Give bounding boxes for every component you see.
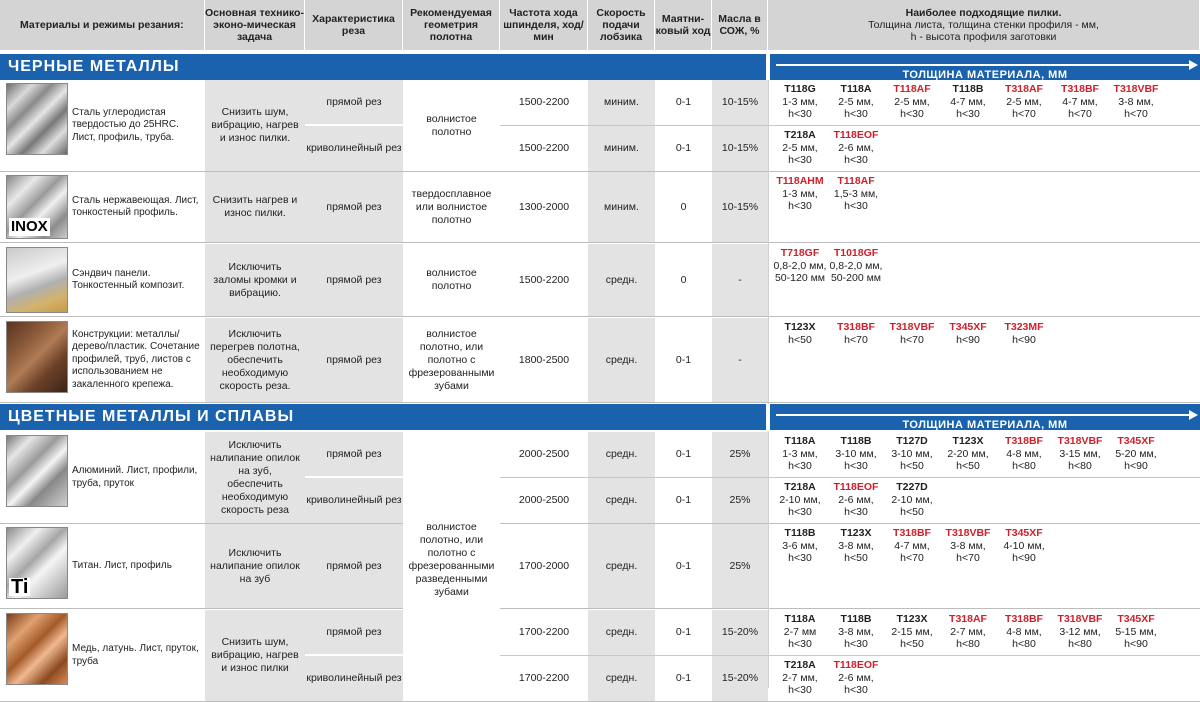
saw-code: T118B (840, 613, 872, 625)
header-pend: Маятни-ковый ход (655, 0, 712, 50)
saw-code: T123X (952, 435, 984, 447)
saw-code: T123X (784, 321, 816, 333)
pendulum-stroke: 0-1 (655, 432, 712, 477)
cut-type: прямой рез (305, 244, 403, 316)
saw-blade (828, 129, 884, 167)
header-mat: Материалы и режимы резания: (0, 0, 205, 50)
saw-code: T118A (840, 83, 872, 95)
saw-spec: 4-7 мм, h<30 (950, 95, 986, 120)
saw-blade (884, 321, 940, 346)
saw-blade (772, 247, 828, 285)
saw-spec: 4-8 мм, h<80 (1006, 447, 1042, 472)
saw-code: T345XF (1117, 613, 1155, 625)
saw-code: T345XF (1005, 527, 1043, 539)
saw-code: T118AHM (776, 175, 824, 187)
task-cell: Исключить заломы кромки и вибрацию. (205, 244, 305, 316)
saw-code: T218A (784, 659, 816, 671)
pendulum-stroke: 0-1 (655, 126, 712, 171)
feed-speed: миним. (588, 126, 655, 171)
saw-blade (772, 659, 828, 697)
saw-blade (772, 527, 828, 565)
saws-title: Наиболее подходящие пилки. (905, 7, 1062, 19)
saw-code: T318BF (1005, 435, 1043, 447)
saw-spec: 3-8 мм, h<30 (838, 625, 874, 650)
saw-spec: 2-15 мм, h<50 (891, 625, 933, 650)
coolant-oil: - (712, 244, 768, 316)
saw-spec: 2-6 мм, h<30 (838, 141, 874, 166)
saw-code: T123X (840, 527, 872, 539)
geometry-cell: волнистое полотно (403, 244, 500, 316)
material-name: Медь, латунь. Лист, пруток, труба (72, 643, 199, 667)
section-black-metals: ЧЕРНЫЕ МЕТАЛЛЫ (0, 54, 766, 80)
cut-type: прямой рез (305, 80, 403, 125)
saw-spec: 3-12 мм, h<80 (1059, 625, 1101, 650)
feed-speed: средн. (588, 610, 655, 655)
material-image (6, 321, 68, 393)
saw-code: T718GF (780, 247, 820, 259)
saw-blade (1052, 435, 1108, 473)
saws-subtitle: Толщина листа, толщина стенки профиля - мм, (868, 19, 1099, 31)
saw-spec: 3-10 мм, h<30 (835, 447, 877, 472)
pendulum-stroke: 0-1 (655, 610, 712, 655)
saw-spec: 2-10 мм, h<30 (779, 493, 821, 518)
material-name: Сталь нержавеющая. Лист, тонкостеный профиль. (72, 194, 199, 218)
saw-spec: 2-5 мм, h<30 (838, 95, 874, 120)
cut-type: прямой рез (305, 524, 403, 608)
saw-blade (940, 527, 996, 565)
saw-blade (996, 321, 1052, 346)
coolant-oil: 25% (712, 432, 768, 477)
saw-code: T118AF (893, 83, 931, 95)
saw-blade (940, 83, 996, 121)
saw-code: T118EOF (833, 659, 879, 671)
saw-spec: 2-20 мм, h<50 (947, 447, 989, 472)
spindle-frequency: 1800-2500 (500, 318, 588, 402)
pendulum-stroke: 0-1 (655, 524, 712, 608)
spindle-frequency: 1500-2200 (500, 244, 588, 316)
header-geom: Рекомендуемая геометрия полотна (403, 0, 500, 50)
coolant-oil: 25% (712, 524, 768, 608)
saw-code: T218A (784, 129, 816, 141)
saw-spec: 3-6 мм, h<30 (782, 539, 818, 564)
coolant-oil: 10-15% (712, 80, 768, 125)
saw-blade (1108, 83, 1164, 121)
saw-spec: 4-7 мм, h<70 (1062, 95, 1098, 120)
feed-speed: средн. (588, 478, 655, 523)
saw-spec: 2-7 мм, h<80 (950, 625, 986, 650)
saw-code: T118B (784, 527, 816, 539)
thickness-label: ТОЛЩИНА МАТЕРИАЛА, ММ (902, 69, 1068, 81)
saw-spec: 4-10 мм, h<90 (1003, 539, 1045, 564)
saw-blade (828, 247, 884, 285)
section-nonferrous-thickness (770, 404, 1200, 430)
material-name: Сталь углеродистая твердостью до 25HRC. Лист, профиль, труба. (72, 106, 179, 143)
saw-code: T318BF (1061, 83, 1099, 95)
saw-code: T118G (784, 83, 816, 95)
task-cell: Исключить перегрев полотна, обеспечить необходимую скорость реза. (205, 318, 305, 402)
saw-blade (884, 527, 940, 565)
saw-spec: h<70 (844, 333, 868, 346)
saw-blade (828, 435, 884, 473)
header-oil: Масла в СОЖ, % (712, 0, 768, 50)
saw-blade (884, 481, 940, 519)
saw-spec: 5-15 мм, h<90 (1115, 625, 1157, 650)
saw-code: T318VBF (1057, 613, 1103, 625)
saw-spec: 0,8-2,0 мм, 50-200 мм (829, 259, 883, 284)
saw-blade (1052, 83, 1108, 121)
saw-blade (772, 83, 828, 121)
spindle-frequency: 1700-2200 (500, 656, 588, 701)
saw-blade (772, 435, 828, 473)
saw-blade (940, 321, 996, 346)
pendulum-stroke: 0-1 (655, 318, 712, 402)
feed-speed: средн. (588, 318, 655, 402)
material-image (6, 435, 68, 507)
header-feed: Скорость подачи лобзика (588, 0, 655, 50)
saw-blade (772, 613, 828, 651)
coolant-oil: - (712, 318, 768, 402)
saw-spec: 1,5-3 мм, h<30 (833, 187, 879, 212)
saws-subtitle-2: h - высота профиля заготовки (910, 31, 1057, 43)
coolant-oil: 25% (712, 478, 768, 523)
pendulum-stroke: 0-1 (655, 656, 712, 701)
row-divider (0, 242, 1200, 243)
header-task: Основная технико-эконо-мическая задача (205, 0, 305, 50)
saw-spec: 3-8 мм, h<70 (1118, 95, 1154, 120)
task-cell: Снизить шум, вибрацию, нагрев и износ пилки. (205, 80, 305, 171)
cut-type: прямой рез (305, 318, 403, 402)
saw-blade (828, 659, 884, 697)
saw-spec: 4-7 мм, h<70 (894, 539, 930, 564)
feed-speed: средн. (588, 244, 655, 316)
cut-type: криволинейный рез (305, 656, 403, 701)
saw-code: T118EOF (833, 129, 879, 141)
feed-speed: миним. (588, 172, 655, 242)
saw-blade (828, 83, 884, 121)
material-image (6, 613, 68, 685)
saws-column-divider (768, 80, 769, 404)
saw-blade (772, 481, 828, 519)
header-freq: Частота хода шпинделя, ход/мин (500, 0, 588, 50)
saw-blade (1052, 613, 1108, 651)
saw-spec: 2-5 мм, h<30 (782, 141, 818, 166)
row-divider (0, 316, 1200, 317)
saw-blade (996, 613, 1052, 651)
saw-spec: 1-3 мм, h<30 (782, 95, 818, 120)
saw-spec: 2-10 мм, h<50 (891, 493, 933, 518)
saw-spec: 4-8 мм, h<80 (1006, 625, 1042, 650)
saw-code: T318VBF (1057, 435, 1103, 447)
saw-blade (884, 613, 940, 651)
saw-blade (828, 481, 884, 519)
saw-code: T323MF (1004, 321, 1044, 333)
material-name: Алюминий. Лист, профили, труба, пруток (72, 465, 198, 489)
saw-spec: 3-15 мм, h<80 (1059, 447, 1101, 472)
material-name: Конструкции: металлы/дерево/пластик. Сочетание профилей, труб, листов с использованием не закаленного крепежа. (72, 328, 200, 390)
saw-spec: h<70 (900, 333, 924, 346)
saw-code: T318AF (949, 613, 987, 625)
saw-blade (996, 527, 1052, 565)
saw-code: T1018GF (833, 247, 879, 259)
geometry-cell: волнистое полотно, или полотно с фрезерованными зубами (403, 318, 500, 402)
saw-blade (1108, 613, 1164, 651)
section-nonferrous: ЦВЕТНЫЕ МЕТАЛЛЫ И СПЛАВЫ (0, 404, 766, 430)
coolant-oil: 15-20% (712, 610, 768, 655)
feed-speed: средн. (588, 524, 655, 608)
saw-blade (828, 321, 884, 346)
saw-code: T318AF (1005, 83, 1043, 95)
row-divider (0, 608, 1200, 609)
feed-speed: средн. (588, 656, 655, 701)
header-cut: Характеристика реза (305, 0, 403, 50)
saw-code: T118B (952, 83, 984, 95)
saw-spec: h<90 (956, 333, 980, 346)
material-badge: INOX (11, 218, 48, 235)
saw-blade (996, 83, 1052, 121)
pendulum-stroke: 0-1 (655, 478, 712, 523)
material-image (6, 175, 68, 239)
material-badge: Ti (11, 576, 29, 598)
saw-blade (940, 613, 996, 651)
saw-code: T345XF (949, 321, 987, 333)
thickness-label: ТОЛЩИНА МАТЕРИАЛА, ММ (902, 419, 1068, 431)
feed-speed: миним. (588, 80, 655, 125)
saw-code: T118B (840, 435, 872, 447)
saws-column-divider (768, 432, 769, 688)
saw-code: T127D (896, 435, 928, 447)
saw-spec: 0,8-2,0 мм, 50-120 мм (773, 259, 827, 284)
saw-code: T227D (896, 481, 928, 493)
saw-blade (828, 175, 884, 213)
task-cell: Снизить нагрев и износ пилки. (205, 172, 305, 242)
task-cell: Исключить налипание опилок на зуб (205, 524, 305, 608)
saw-blade (884, 435, 940, 473)
row-divider (0, 402, 1200, 403)
saw-code: T118A (784, 613, 816, 625)
coolant-oil: 15-20% (712, 656, 768, 701)
saw-spec: h<90 (1012, 333, 1036, 346)
saw-spec: 2-7 мм h<30 (783, 625, 817, 650)
saw-code: T318BF (837, 321, 875, 333)
header-saws (768, 0, 1200, 50)
saw-blade (772, 175, 828, 213)
spindle-frequency: 2000-2500 (500, 478, 588, 523)
spindle-frequency: 2000-2500 (500, 432, 588, 477)
saw-blade (884, 83, 940, 121)
saw-spec: 2-5 мм, h<30 (894, 95, 930, 120)
cut-type: криволинейный рез (305, 126, 403, 171)
saw-code: T318BF (1005, 613, 1043, 625)
coolant-oil: 10-15% (712, 172, 768, 242)
saw-blade (828, 527, 884, 565)
saw-code: T118AF (837, 175, 875, 187)
material-name: Сэндвич панели. Тонкостенный композит. (72, 267, 185, 291)
task-cell: Исключить налипание опилок на зуб, обеспечить необходимую скорость реза (205, 432, 305, 523)
pendulum-stroke: 0 (655, 244, 712, 316)
saw-code: T218A (784, 481, 816, 493)
material-image (6, 83, 68, 155)
material-image (6, 527, 68, 599)
spindle-frequency: 1300-2000 (500, 172, 588, 242)
saw-blade (828, 613, 884, 651)
saw-spec: 2-6 мм, h<30 (838, 493, 874, 518)
section-black-metals-thickness (770, 54, 1200, 80)
geometry-cell: волнистое полотно (403, 80, 500, 171)
saw-code: T318VBF (945, 527, 991, 539)
cut-type: криволинейный рез (305, 478, 403, 523)
saw-spec: 5-20 мм, h<90 (1115, 447, 1157, 472)
saw-blade (996, 435, 1052, 473)
saw-spec: 1-3 мм, h<30 (782, 187, 818, 212)
saw-blade (772, 321, 828, 346)
geometry-cell-nonferrous: волнистое полотно, или полотно с фрезерованными разведенными зубами (403, 432, 500, 688)
material-image (6, 247, 68, 313)
geometry-cell: твердосплавное или волнистое полотно (403, 172, 500, 242)
saw-spec: 2-7 мм, h<30 (782, 671, 818, 696)
saw-spec: 3-8 мм, h<70 (950, 539, 986, 564)
saw-spec: 1-3 мм, h<30 (782, 447, 818, 472)
saw-code: T318BF (893, 527, 931, 539)
spindle-frequency: 1500-2200 (500, 80, 588, 125)
cut-type: прямой рез (305, 432, 403, 477)
saw-spec: h<50 (788, 333, 812, 346)
saw-blade (772, 129, 828, 167)
saw-code: T318VBF (1113, 83, 1159, 95)
saw-code: T118EOF (833, 481, 879, 493)
saw-code: T123X (896, 613, 928, 625)
spindle-frequency: 1700-2000 (500, 524, 588, 608)
material-name: Титан. Лист, профиль (72, 559, 172, 571)
cut-type: прямой рез (305, 610, 403, 655)
saw-code: T345XF (1117, 435, 1155, 447)
pendulum-stroke: 0-1 (655, 80, 712, 125)
saw-spec: 3-8 мм, h<50 (838, 539, 874, 564)
spindle-frequency: 1700-2200 (500, 610, 588, 655)
saw-code: T118A (784, 435, 816, 447)
spindle-frequency: 1500-2200 (500, 126, 588, 171)
task-cell: Снизить шум, вибрацию, нагрев и износ пилки (205, 610, 305, 701)
feed-speed: средн. (588, 432, 655, 477)
saw-blade (940, 435, 996, 473)
saw-spec: 2-6 мм, h<30 (838, 671, 874, 696)
saw-code: T318VBF (889, 321, 935, 333)
coolant-oil: 10-15% (712, 126, 768, 171)
saw-spec: 3-10 мм, h<50 (891, 447, 933, 472)
pendulum-stroke: 0 (655, 172, 712, 242)
saw-spec: 2-5 мм, h<70 (1006, 95, 1042, 120)
cut-type: прямой рез (305, 172, 403, 242)
saw-blade (1108, 435, 1164, 473)
